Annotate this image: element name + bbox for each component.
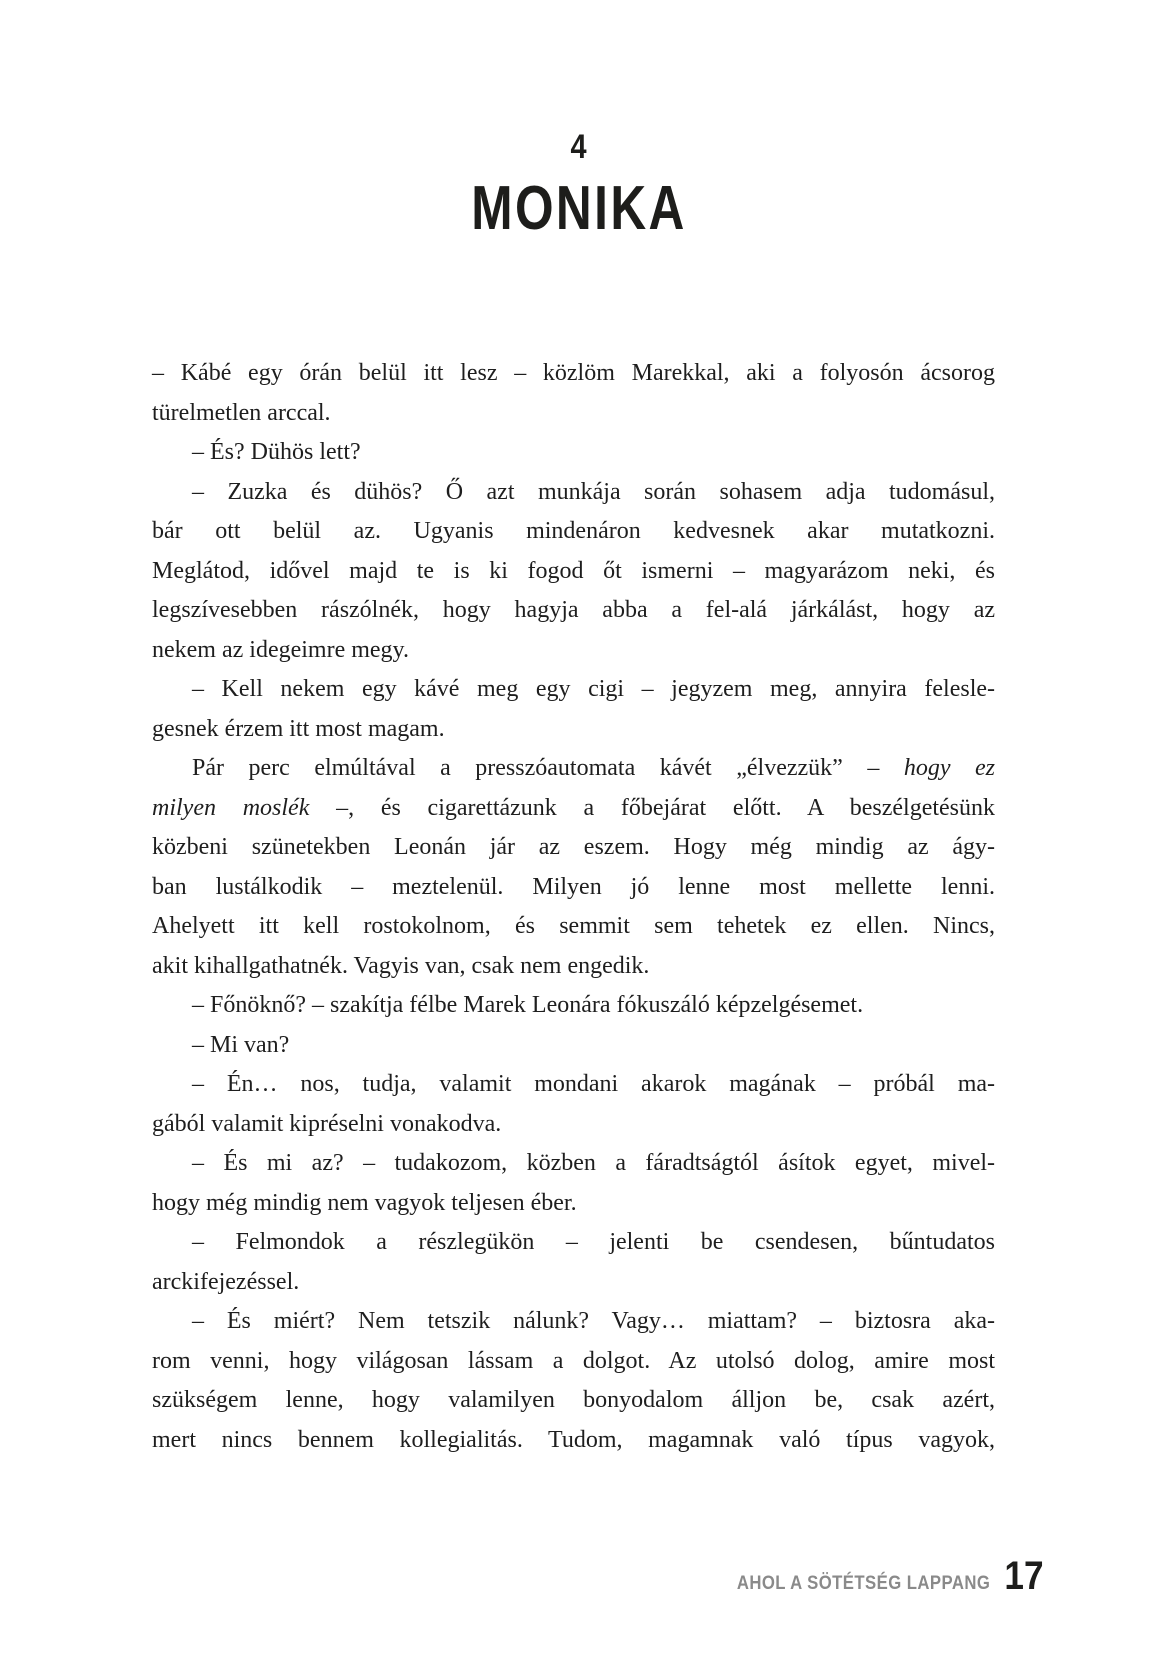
paragraph [152, 670, 995, 749]
text-line: legszívesebben rászólnék, hogy hagyja abba a fel-alá járkálást, hogy az [152, 597, 995, 623]
text-line: mert nincs bennem kollegialitás. Tudom, magamnak való típus vagyok, [152, 1426, 995, 1453]
text-line: Meglátod, idővel majd te is ki fogod őt ismerni – magyarázom neki, és [152, 557, 995, 584]
text-line: nekem az idegeimre megy. [152, 636, 409, 663]
paragraph [152, 1144, 995, 1223]
chapter-number: 4 [570, 128, 588, 166]
paragraph [152, 433, 995, 473]
text-line: milyen moslék –, és cigarettázunk a főbejárat előtt. A beszélgetésünk [152, 794, 996, 821]
text-line: türelmetlen arccal. [152, 399, 331, 426]
chapter-title: MONIKA [471, 174, 687, 243]
paragraph [152, 1302, 995, 1460]
text-line: rom venni, hogy világosan lássam a dolgot. Az utolsó dolog, amire most [152, 1347, 995, 1374]
text-line: – Főnöknő? – szakítja félbe Marek Leonára fókuszáló képzelgésemet. [192, 992, 864, 1018]
body-text [152, 354, 995, 1460]
text-line: ban lustálkodik – meztelenül. Milyen jó lenne most mellette lenni. [152, 873, 995, 900]
text-line: – És? Dühös lett? [192, 439, 361, 465]
paragraph [152, 1065, 995, 1144]
text-line: hogy még mindig nem vagyok teljesen éber. [152, 1189, 577, 1216]
text-line: arckifejezéssel. [152, 1268, 300, 1295]
text-line: akit kihallgathatnék. Vagyis van, csak nem engedik. [152, 952, 650, 979]
text-line: – Kábé egy órán belül itt lesz – közlöm Marekkal, aki a folyosón ácsorog [152, 360, 995, 386]
paragraph [152, 354, 995, 433]
text-line: – Kell nekem egy kávé meg egy cigi – jegyzem meg, annyira felesle- [192, 676, 995, 702]
text-line: – Mi van? [192, 1031, 290, 1058]
page-footer [737, 1556, 1044, 1596]
text-line: bár ott belül az. Ugyanis mindenáron kedvesnek akar mutatkozni. [152, 518, 995, 544]
text-line: gából valamit kipréselni vonakodva. [152, 1110, 502, 1137]
text-line: gesnek érzem itt most magam. [152, 715, 445, 742]
italic-text: milyen moslék [152, 794, 310, 821]
text-line: – És miért? Nem tetszik nálunk? Vagy… miattam? – biztosra aka- [192, 1308, 995, 1334]
paragraph [152, 749, 995, 986]
chapter-header [0, 128, 1158, 243]
text-line: közbeni szünetekben Leonán jár az eszem. Hogy még mindig az ágy- [152, 834, 995, 860]
italic-text: hogy ez [903, 755, 995, 781]
paragraph [152, 1026, 995, 1066]
paragraph [152, 1223, 995, 1302]
text-line: – Zuzka és dühös? Ő azt munkája során sohasem adja tudomásul, [192, 478, 995, 505]
page-number: 17 [1004, 1554, 1044, 1598]
text-line: – Én… nos, tudja, valamit mondani akarok magának – próbál ma- [192, 1071, 995, 1097]
running-title: AHOL A SÖTÉTSÉG LAPPANG [737, 1573, 991, 1594]
text-line: szükségem lenne, hogy valamilyen bonyodalom álljon be, csak azért, [152, 1387, 995, 1413]
text-line: – És mi az? – tudakozom, közben a fáradtságtól ásítok egyet, mivel- [192, 1150, 995, 1176]
paragraph [152, 986, 995, 1026]
text-line: Ahelyett itt kell rostokolnom, és semmit sem tehetek ez ellen. Nincs, [152, 913, 995, 939]
text-line: Pár perc elmúltával a presszóautomata kávét „élvezzük” – hogy ez [192, 755, 995, 781]
paragraph [152, 473, 995, 671]
text-line: – Felmondok a részlegükön – jelenti be csendesen, bűntudatos [192, 1229, 995, 1255]
